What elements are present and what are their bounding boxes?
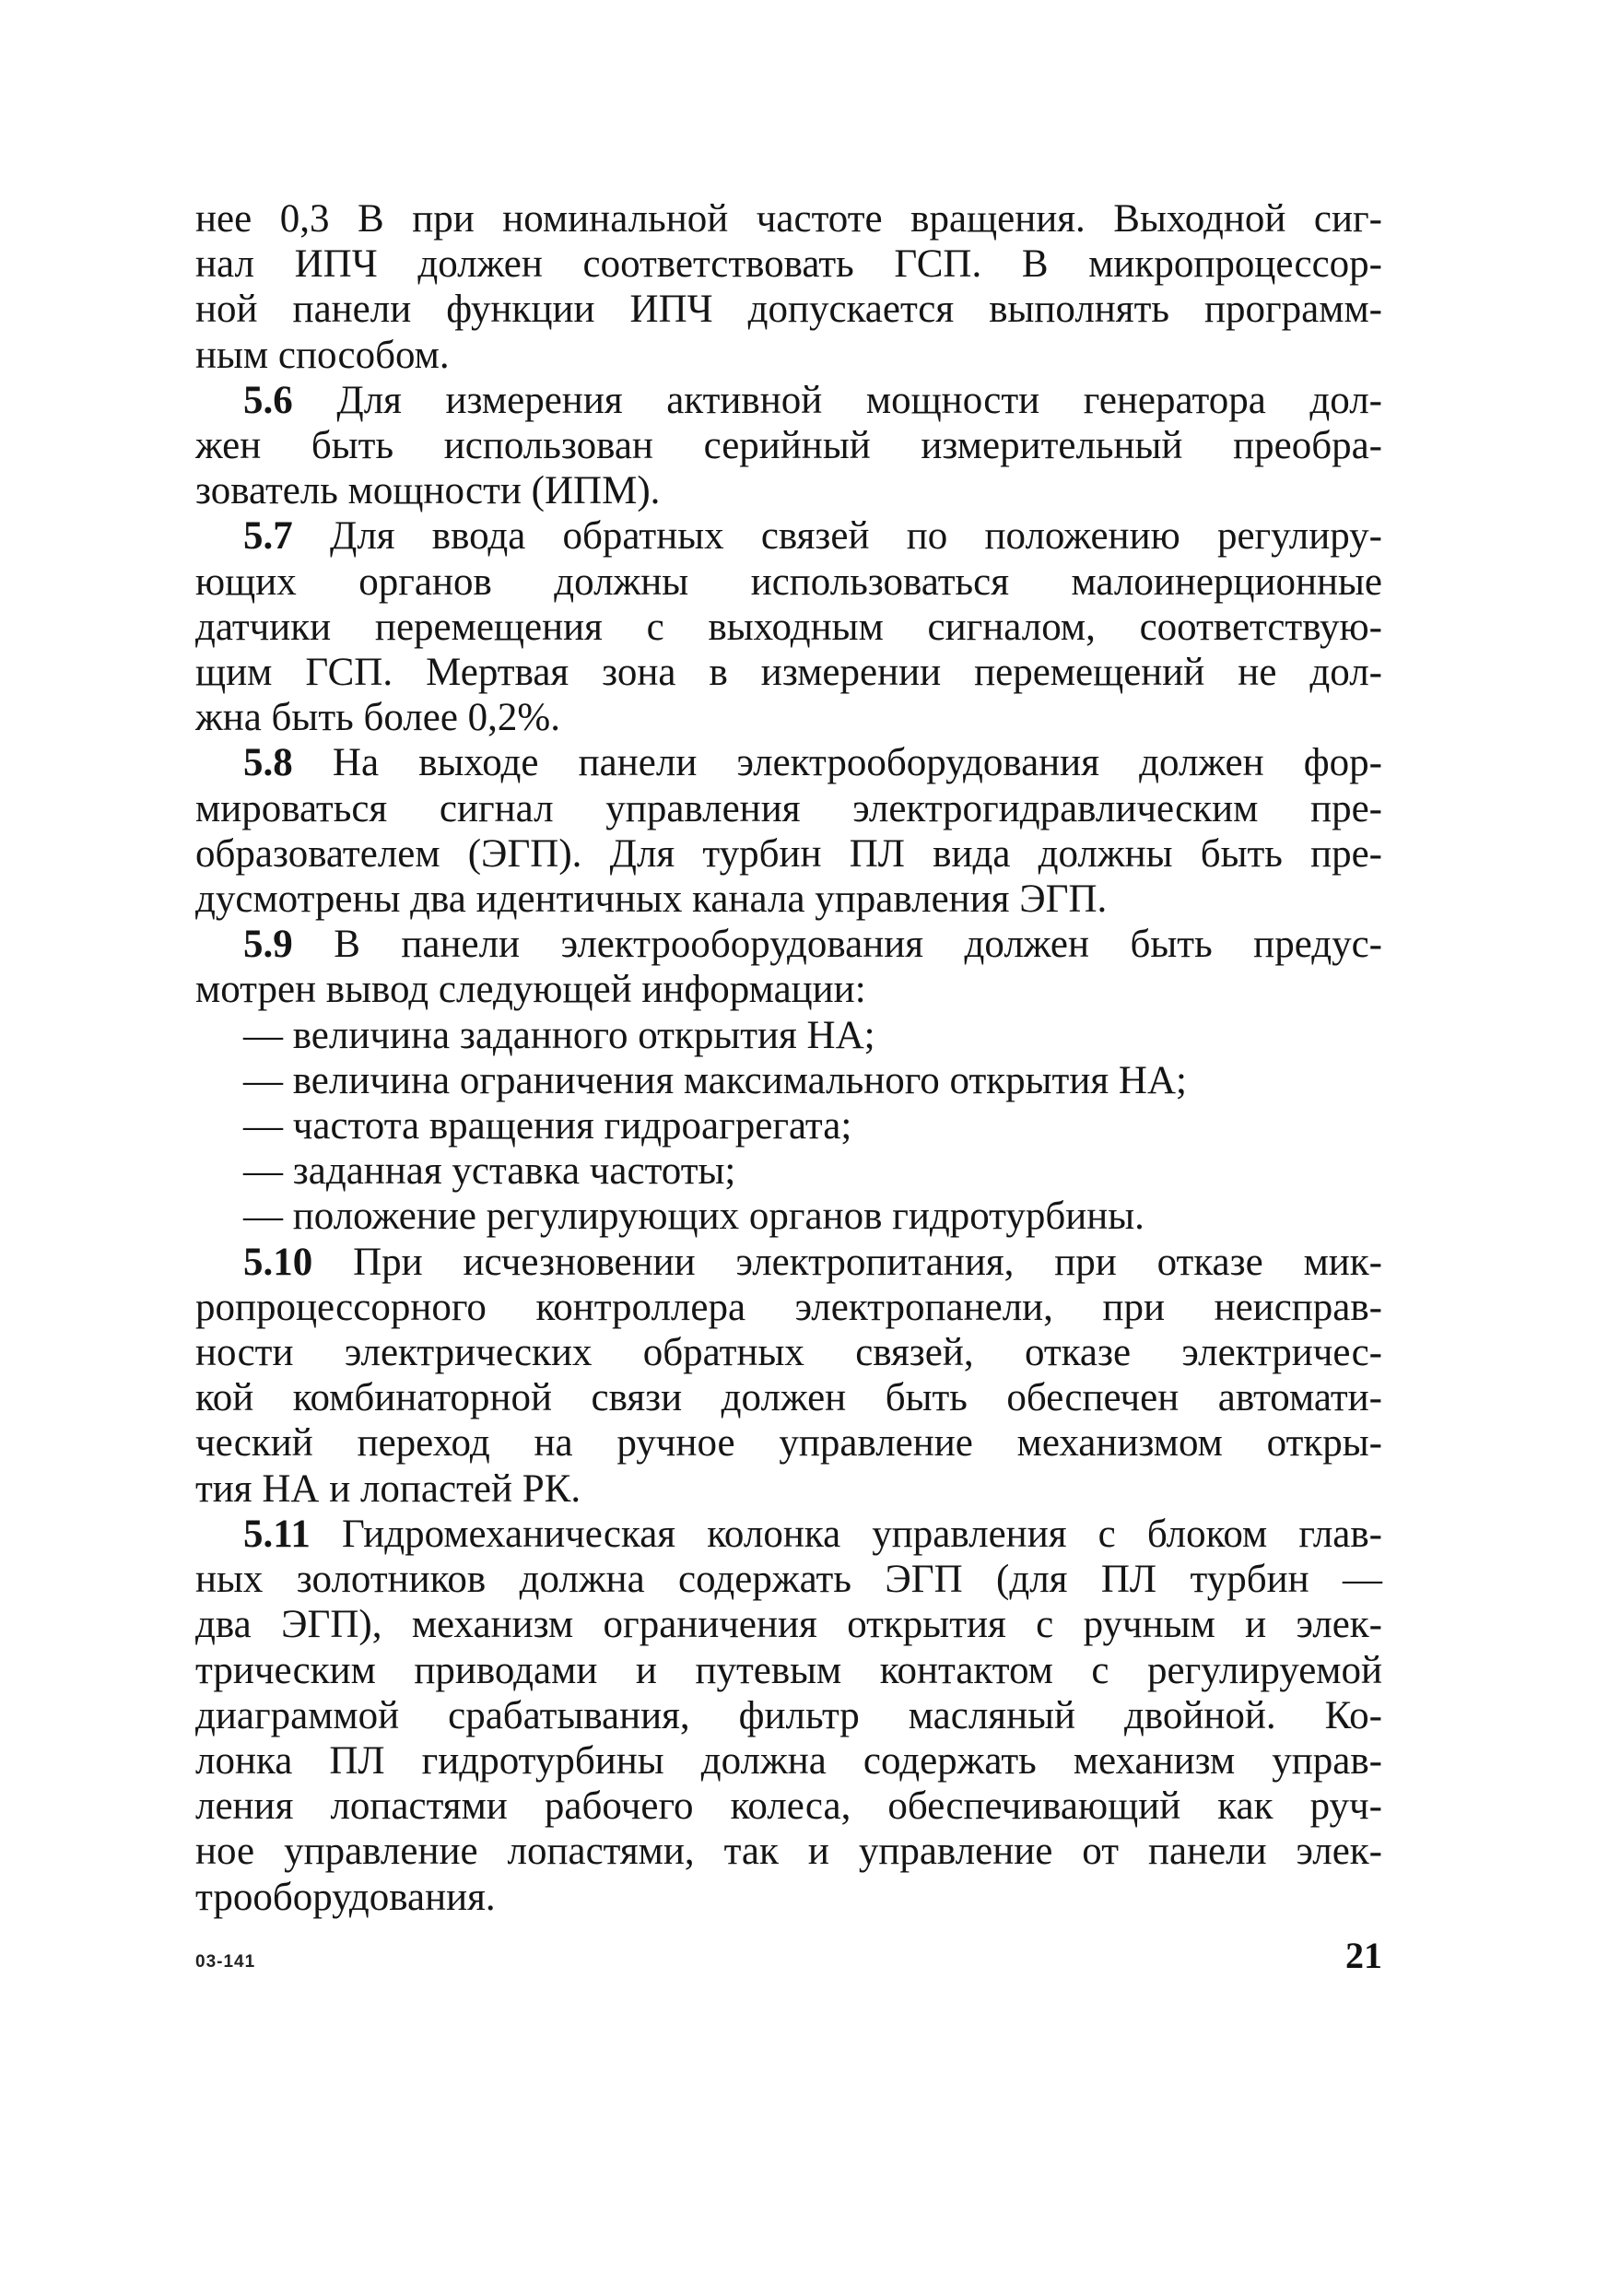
text-line: ных золотников должна содержать ЭГП (для ПЛ турбин — <box>195 1558 1382 1602</box>
text-line: ческий переход на ручное управление механизмом откры- <box>195 1421 1382 1466</box>
list-item: — частота вращения гидроагрегата; <box>243 1104 852 1148</box>
section-number: 5.10 <box>243 1240 313 1284</box>
text-line: диаграммой срабатывания, фильтр масляный двойной. Ко- <box>195 1693 1382 1737</box>
text-fragment: На выходе панели электрооборудования должен фор- <box>292 741 1382 785</box>
text-line: ное управление лопастями, так и управление от панели элек- <box>195 1830 1382 1874</box>
text-line: щим ГСП. Мертвая зона в измерении перемещений не дол- <box>195 651 1382 695</box>
text-line <box>195 1512 1382 1557</box>
paragraph-5-8 <box>195 740 1382 922</box>
list-item: — величина заданного открытия НА; <box>243 1013 875 1057</box>
section-number: 5.9 <box>243 923 293 967</box>
text-line: жен быть использован серийный измерительный преобра- <box>195 424 1382 468</box>
text-line: мотрен вывод следующей информации: <box>195 968 866 1012</box>
paragraph-5-6 <box>195 378 1382 514</box>
text-fragment: В панели электрооборудования должен быть предус- <box>292 923 1382 967</box>
section-number: 5.7 <box>243 514 293 559</box>
text-line <box>195 513 1382 559</box>
paragraph-5-10 <box>195 1240 1382 1512</box>
text-line: датчики перемещения с выходным сигналом, соответствую- <box>195 605 1382 649</box>
section-number: 5.6 <box>243 378 293 422</box>
paragraph-continuation <box>195 196 1382 378</box>
information-list <box>195 1013 1382 1240</box>
text-line: два ЭГП), механизм ограничения открытия с ручным и элек- <box>195 1603 1382 1647</box>
text-line: трооборудования. <box>195 1875 496 1919</box>
paragraph-5-9 <box>195 922 1382 1012</box>
list-item: — величина ограничения максимального открытия НА; <box>243 1058 1187 1102</box>
text-line: кой комбинаторной связи должен быть обеспечен автомати- <box>195 1376 1382 1420</box>
text-line: тия НА и лопастей РК. <box>195 1466 581 1511</box>
paragraph-5-11 <box>195 1512 1382 1920</box>
text-line: ной панели функции ИПЧ допускается выполнять программ- <box>195 288 1382 332</box>
paragraph-5-7 <box>195 513 1382 740</box>
text-line: ропроцессорного контроллера электропанели, при неисправ- <box>195 1285 1382 1329</box>
text-fragment: При исчезновении электропитания, при отказе мик- <box>312 1240 1382 1284</box>
text-line: зователь мощности (ИПМ). <box>195 469 661 513</box>
list-item: — положение регулирующих органов гидротурбины. <box>243 1195 1144 1239</box>
text-fragment: Для измерения активной мощности генератора дол- <box>292 378 1382 422</box>
text-line <box>195 922 1382 967</box>
text-line: образователем (ЭГП). Для турбин ПЛ вида должны быть пре- <box>195 831 1382 876</box>
text-line <box>195 378 1382 423</box>
text-line: лонка ПЛ гидротурбины должна содержать механизм управ- <box>195 1738 1382 1783</box>
text-line <box>195 1240 1382 1285</box>
section-number: 5.11 <box>243 1512 311 1556</box>
page-number: 21 <box>1345 1935 1382 1976</box>
text-line: мироваться сигнал управления электрогидравлическим пре- <box>195 786 1382 830</box>
section-number: 5.8 <box>243 741 293 785</box>
text-line: трическим приводами и путевым контактом с регулируемой <box>195 1648 1382 1692</box>
text-line: жна быть более 0,2%. <box>195 696 560 740</box>
text-line: дусмотрены два идентичных канала управления ЭГП. <box>195 877 1108 922</box>
text-fragment: Для ввода обратных связей по положению регулиру- <box>292 514 1382 559</box>
list-item: — заданная уставка частоты; <box>243 1149 736 1194</box>
text-line: нее 0,3 В при номинальной частоте вращения. Выходной сиг- <box>195 197 1382 241</box>
text-line: ющих органов должны использоваться малоинерционные <box>195 559 1382 604</box>
text-line <box>195 740 1382 785</box>
text-line: нал ИПЧ должен соответствовать ГСП. В микропроцессор- <box>195 242 1382 287</box>
document-code: 03-141 <box>195 1952 256 1972</box>
page-body <box>195 190 1382 1920</box>
text-line: ления лопастями рабочего колеса, обеспечивающий как руч- <box>195 1784 1382 1829</box>
text-fragment: Гидромеханическая колонка управления с блоком глав- <box>310 1512 1382 1556</box>
text-line: ности электрических обратных связей, отказе электричес- <box>195 1331 1382 1375</box>
text-line: ным способом. <box>195 333 450 377</box>
